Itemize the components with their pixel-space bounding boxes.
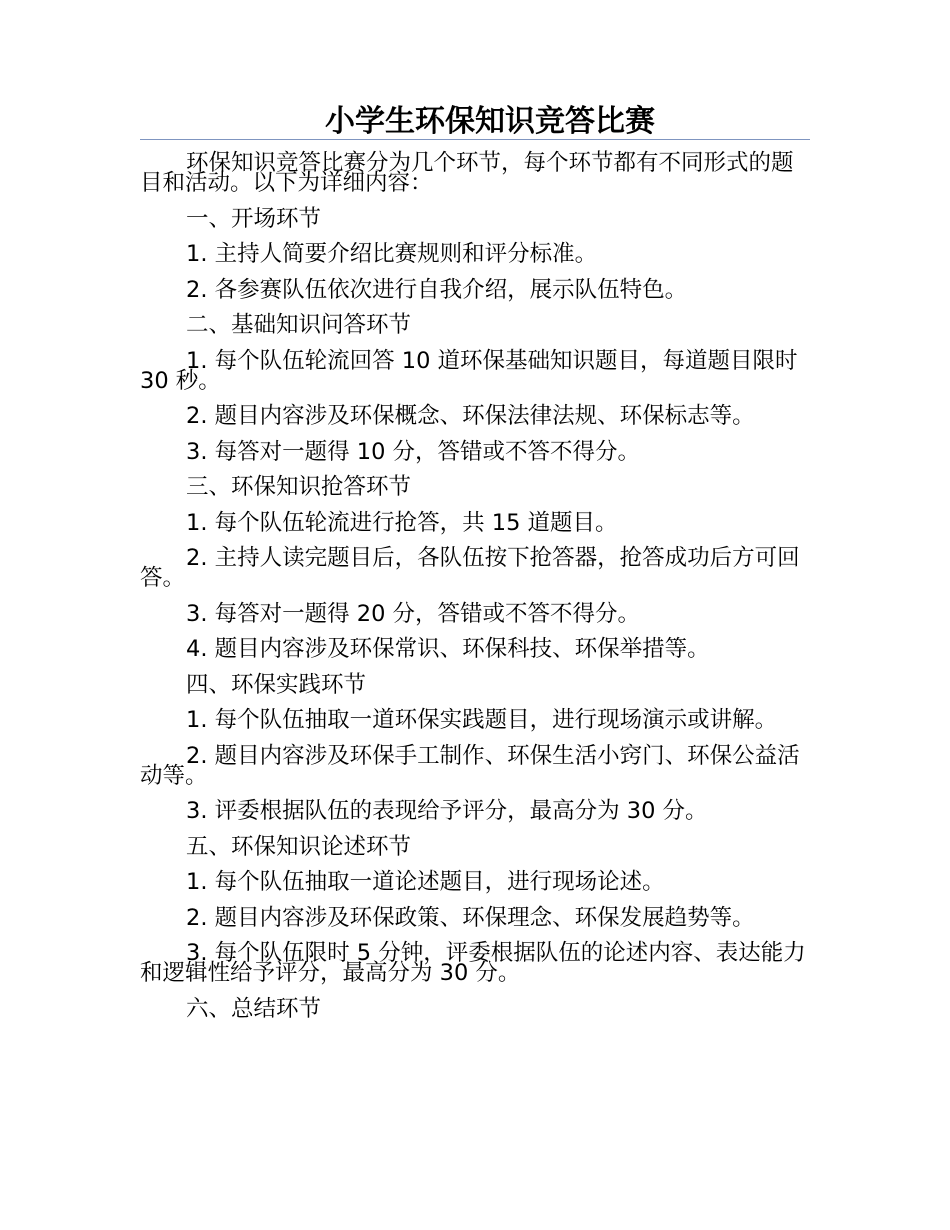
- list-item: 2. 主持人读完题目后，各队伍按下抢答器，抢答成功后方可回答。: [140, 545, 800, 591]
- section-heading-basic-qa: 二、基础知识问答环节: [186, 312, 412, 338]
- section-heading-opening: 一、开场环节: [186, 205, 322, 232]
- list-item: 2. 题目内容涉及环保手工制作、环保生活小窍门、环保公益活动等。: [140, 742, 800, 789]
- document-title: 小学生环保知识竞答比赛: [325, 104, 655, 139]
- list-item: 1. 每个队伍抽取一道环保实践题目，进行现场演示或讲解。: [186, 707, 778, 733]
- list-item: 3. 每答对一题得 10 分，答错或不答不得分。: [186, 438, 641, 465]
- list-item: 1. 主持人简要介绍比赛规则和评分标准。: [186, 241, 598, 267]
- list-item: 3. 每答对一题得 20 分，答错或不答不得分。: [186, 600, 641, 627]
- list-item: 3. 每个队伍限时 5 分钟，评委根据队伍的论述内容、表达能力和逻辑性给予评分，最高分为 30 分。: [140, 940, 806, 986]
- section-heading-buzzer-round: 三、环保知识抢答环节: [186, 474, 412, 500]
- title-underline: [140, 139, 810, 140]
- list-item: 1. 每个队伍轮流进行抢答，共 15 道题目。: [186, 509, 618, 536]
- section-heading-essay: 五、环保知识论述环节: [186, 833, 412, 860]
- list-item: 3. 评委根据队伍的表现给予评分，最高分为 30 分。: [186, 798, 708, 824]
- section-heading-summary: 六、总结环节: [186, 995, 322, 1022]
- intro-paragraph: 环保知识竞答比赛分为几个环节，每个环节都有不同形式的题目和活动。以下为详细内容：: [140, 150, 794, 196]
- list-item: 1. 每个队伍轮流回答 10 道环保基础知识题目，每道题目限时 30 秒。: [140, 347, 798, 394]
- list-item: 2. 题目内容涉及环保概念、环保法律法规、环保标志等。: [186, 403, 755, 429]
- list-item: 1. 每个队伍抽取一道论述题目，进行现场论述。: [186, 869, 665, 895]
- list-item: 2. 题目内容涉及环保政策、环保理念、环保发展趋势等。: [186, 904, 755, 931]
- list-item: 2. 各参赛队伍依次进行自我介绍，展示队伍特色。: [186, 276, 688, 303]
- section-heading-practice: 四、环保实践环节: [186, 671, 367, 698]
- list-item: 4. 题目内容涉及环保常识、环保科技、环保举措等。: [186, 636, 710, 662]
- document-body: [140, 150, 810, 1034]
